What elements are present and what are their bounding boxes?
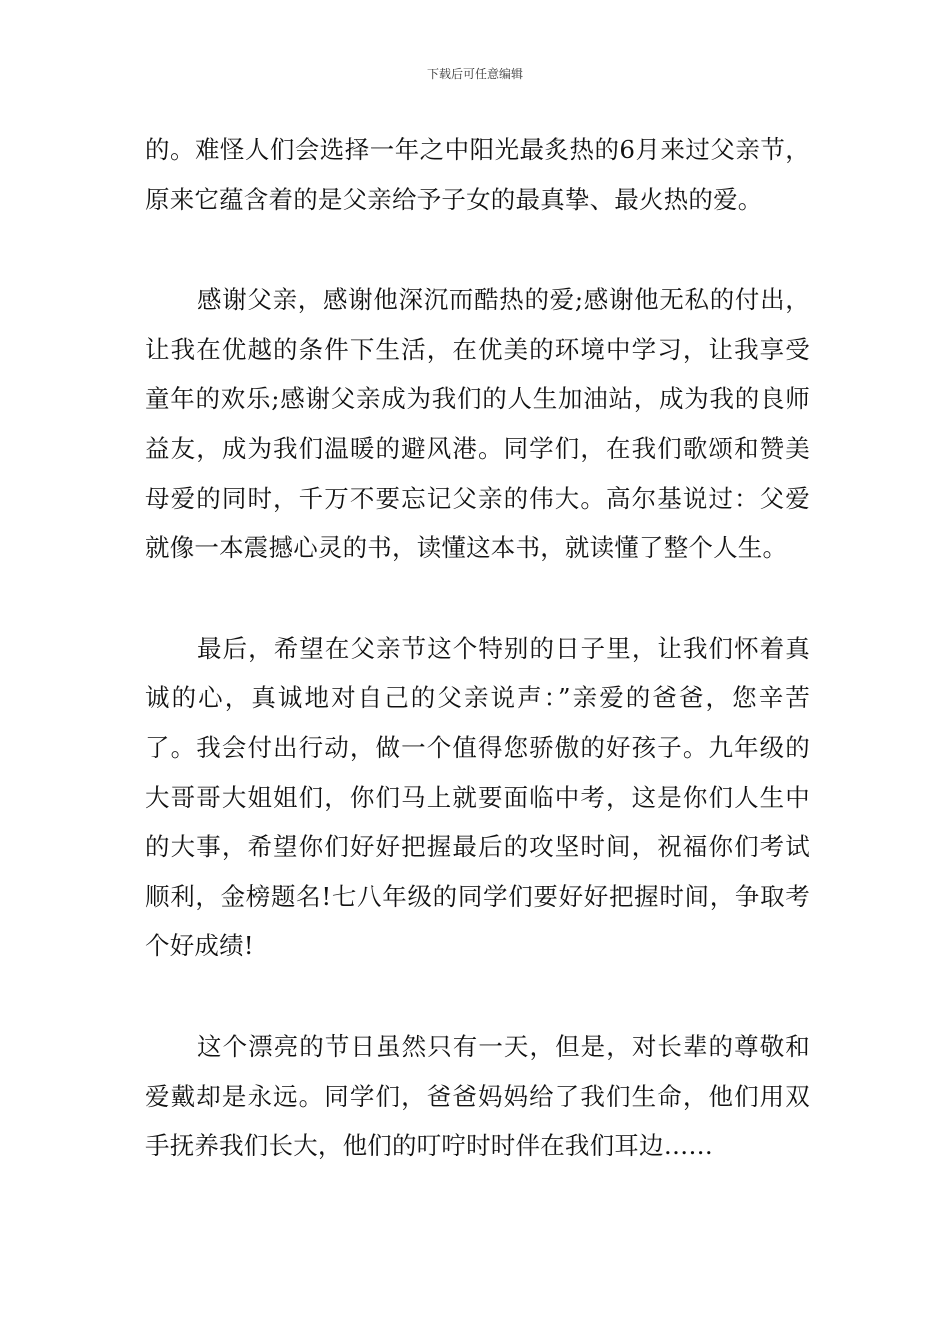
paragraph-respect-elders: 这个漂亮的节日虽然只有一天，但是，对长辈的尊敬和爱戴却是永远。同学们，爸爸妈妈给了我们生命，他们用双手抚养我们长大，他们的叮咛时时伴在我们耳边…… — [145, 1031, 810, 1161]
paragraph-closing-wishes: 最后，希望在父亲节这个特别的日子里，让我们怀着真诚的心，真诚地对自己的父亲说声：”亲爱的爸爸，您辛苦了。我会付出行动，做一个值得您骄傲的好孩子。九年级的大哥哥大姐姐们，你们马上就要面临中考，这是你们人生中的大事，希望你们好好把握最后的攻坚时间，祝福你们考试顺利，金榜题名!七八年级的同学们要好好把握时间，争取考个好成绩! — [145, 633, 810, 961]
page-header-note: 下载后可任意编辑 — [426, 67, 523, 81]
document-body — [145, 125, 810, 1171]
paragraph-thanks-father: 感谢父亲，感谢他深沉而酷热的爱;感谢他无私的付出，让我在优越的条件下生活，在优美的环境中学习，让我享受童年的欢乐;感谢父亲成为我们的人生加油站，成为我的良师益友，成为我们温暖的避风港。同学们，在我们歌颂和赞美母爱的同时，千万不要忘记父亲的伟大。高尔基说过：父爱就像一本震撼心灵的书，读懂这本书，就读懂了整个人生。 — [145, 285, 810, 563]
paragraph-continuation: 的。难怪人们会选择一年之中阳光最炙热的6月来过父亲节，原来它蕴含着的是父亲给予子女的最真挚、最火热的爱。 — [145, 135, 810, 214]
